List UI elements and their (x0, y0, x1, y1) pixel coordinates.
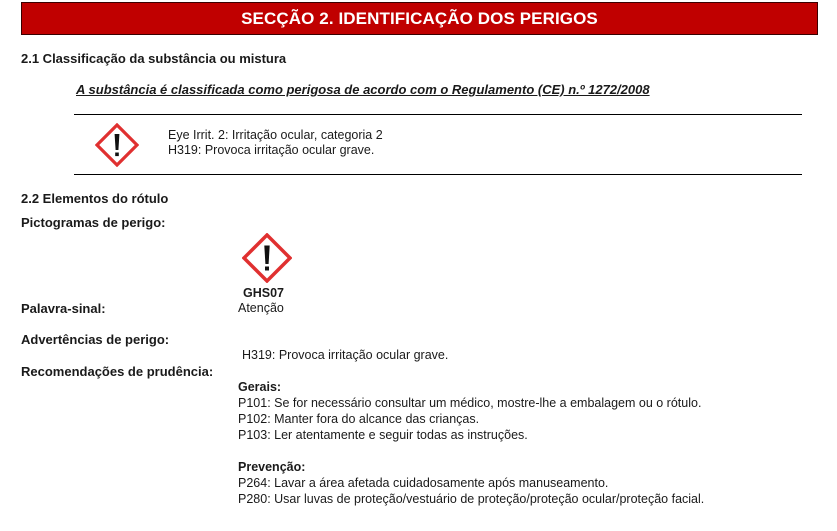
precaution-group-title: Prevenção: (238, 460, 306, 474)
section-2-1-heading: 2.1 Classificação da substância ou mistura (21, 51, 287, 66)
precaution-item: P101: Se for necessário consultar um médico, mostre-lhe a embalagem ou o rótulo. (238, 396, 702, 410)
precaution-group-general (238, 379, 701, 443)
precaution-item: P280: Usar luvas de proteção/vestuário de proteção/proteção ocular/proteção facial. (238, 492, 705, 506)
section-header (21, 2, 818, 35)
ghs07-exclamation-icon (242, 233, 292, 283)
precaution-item: P102: Manter fora do alcance das crianças. (238, 412, 480, 426)
classification-line: H319: Provoca irritação ocular grave. (168, 143, 375, 157)
classification-text (168, 128, 383, 158)
section-title: SECÇÃO 2. IDENTIFICAÇÃO DOS PERIGOS (241, 9, 598, 28)
precaution-group-title: Gerais: (238, 380, 282, 394)
precautionary-statements-label: Recomendações de prudência: (21, 364, 214, 379)
precaution-group-prevention (238, 459, 704, 507)
precaution-item: P103: Ler atentamente e seguir todas as instruções. (238, 428, 528, 442)
signal-word-value: Atenção (238, 301, 284, 315)
signal-word-label: Palavra-sinal: (21, 301, 106, 316)
classification-line: Eye Irrit. 2: Irritação ocular, categoria 2 (168, 128, 383, 142)
hazard-statements-label: Advertências de perigo: (21, 332, 170, 347)
hazard-statement: H319: Provoca irritação ocular grave. (242, 348, 449, 362)
section-2-2-heading: 2.2 Elementos do rótulo (21, 191, 169, 206)
classification-statement: A substância é classificada como perigosa de acordo com o Regulamento (CE) n.º 1272/2008 (76, 82, 650, 97)
pictograms-label: Pictogramas de perigo: (21, 215, 166, 230)
precaution-item: P264: Lavar a área afetada cuidadosamente após manuseamento. (238, 476, 609, 490)
ghs07-exclamation-icon (95, 123, 139, 167)
pictogram-code: GHS07 (243, 286, 284, 300)
